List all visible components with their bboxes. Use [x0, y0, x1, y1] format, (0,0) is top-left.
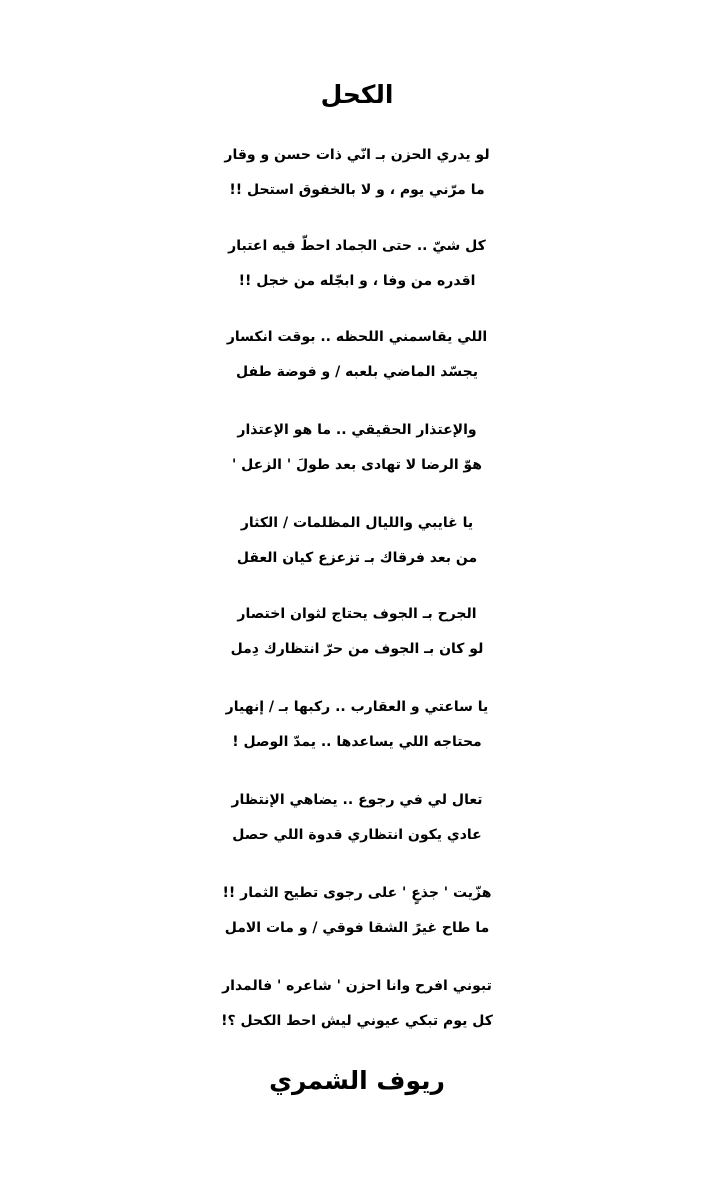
stanza-3: [0, 320, 714, 390]
stanza-line: كل يوم تبكي عيوني ليش احط الكحل ؟!: [221, 1013, 493, 1029]
stanza-6: [0, 597, 714, 667]
stanza-8: [0, 783, 714, 853]
stanza-line: ما مرّني يوم ، و لا بالخفوق استحل !!: [229, 182, 485, 198]
poem-title: الكحل: [320, 80, 394, 109]
stanza-9: [0, 876, 714, 946]
stanza-line: تبوني افرح وانا احزن ' شاعره ' فالمدار: [222, 978, 492, 994]
stanza-line: تعال لي في رجوع .. يضاهي الإنتظار: [231, 792, 483, 808]
stanza-line: يا غايبي والليال المظلمات / الكثار: [240, 515, 474, 531]
stanza-line: كل شيّ .. حتى الجماد احطّ فيه اعتبار: [228, 238, 486, 254]
stanza-line: هوّ الرضا لا تهادى بعد طولَ ' الزعل ': [232, 457, 482, 473]
stanza-line: يجسّد الماضي بلعبه / و فوضة طفل: [236, 364, 478, 380]
stanza-line: من بعد فرقاك بـ تزعزع كيان العقل: [236, 550, 478, 566]
stanza-line: والإعتذار الحقيقي .. ما هو الإعتذار: [237, 422, 477, 438]
stanza-line: هزّيت ' جذعٍ ' على رجوى تطيح الثمار !!: [222, 885, 492, 901]
stanza-line: اللي يقاسمني اللحظه .. بوقت انكسار: [226, 329, 488, 345]
stanza-4: [0, 413, 714, 483]
stanza-1: [0, 138, 714, 208]
stanza-line: الجرح بـ الجوف يحتاج لثوان اختصار: [237, 606, 477, 622]
stanza-2: [0, 229, 714, 299]
stanza-line: يا ساعتي و العقارب .. ركبها بـ / إنهيار: [225, 699, 489, 715]
stanza-line: محتاجه اللي يساعدها .. يمدّ الوصل !: [232, 734, 482, 750]
stanza-line: عادي يكون انتظاري قدوة اللي حصل: [232, 827, 482, 843]
stanza-10: [0, 969, 714, 1039]
stanza-7: [0, 690, 714, 760]
author-signature: ريوف الشمري: [269, 1066, 445, 1095]
stanza-line: ما طاح غيرً الشقا فوقي / و مات الامل: [224, 920, 490, 936]
stanza-5: [0, 506, 714, 576]
stanza-line: لو يدري الحزن بـ انّي ذات حسن و وقار: [224, 147, 490, 163]
stanza-line: اقدره من وفا ، و ابجّله من خجل !!: [238, 273, 476, 289]
stanza-line: لو كان بـ الجوف من حرّ انتظارك دِمل: [230, 641, 484, 657]
